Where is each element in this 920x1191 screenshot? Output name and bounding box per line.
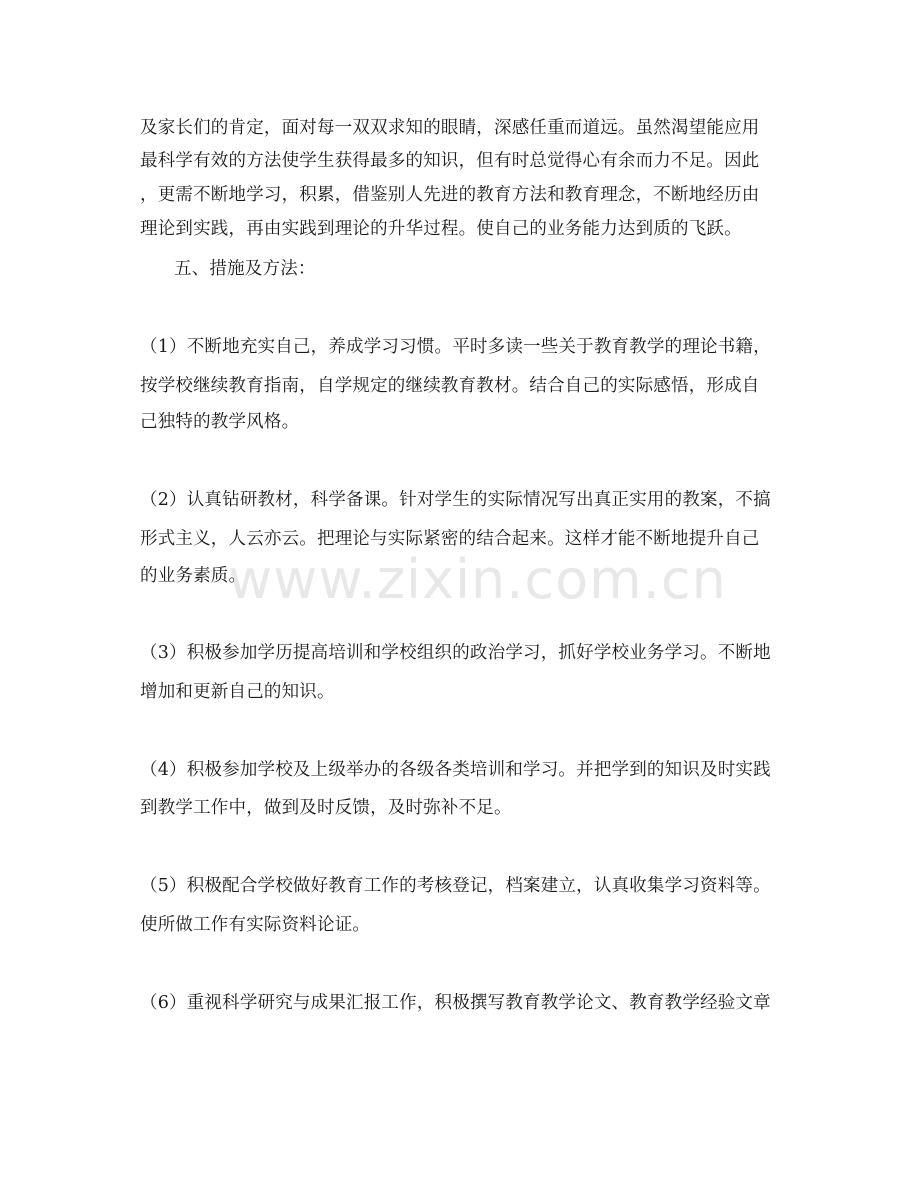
paragraph-line-3: ，更需不断地学习，积累，借鉴别人先进的教育方法和教育理念，不断地经历由 xyxy=(140,185,760,205)
item-1-line-1: （1）不断地充实自己，养成学习习惯。平时多读一些关于教育教学的理论书籍， xyxy=(140,337,771,357)
paragraph-line-1: 及家长们的肯定，面对每一双双求知的眼睛，深感任重而道远。虽然渴望能应用 xyxy=(140,118,760,138)
item-4-line-2: 到教学工作中，做到及时反馈，及时弥补不足。 xyxy=(140,798,512,818)
item-3-line-1: （3）积极参加学历提高培训和学校组织的政治学习，抓好学校业务学习。不断地 xyxy=(140,643,771,663)
section-heading: 五、措施及方法： xyxy=(174,259,316,279)
item-1-line-3: 己独特的教学风格。 xyxy=(140,412,300,432)
item-4-line-1: （4）积极参加学校及上级举办的各级各类培训和学习。并把学到的知识及时实践 xyxy=(140,760,771,780)
watermark: www.zixin.com.cn xyxy=(228,548,727,611)
paragraph-line-2: 最科学有效的方法使学生获得最多的知识，但有时总觉得心有余而力不足。因此 xyxy=(140,151,760,171)
item-6-line-1: （6）重视科学研究与成果汇报工作，积极撰写教育教学论文、教育教学经验文章 xyxy=(140,993,771,1013)
item-3-line-2: 增加和更新自己的知识。 xyxy=(140,682,335,702)
item-2-line-2: 形式主义，人云亦云。把理论与实际紧密的结合起来。这样才能不断地提升自己 xyxy=(140,529,760,549)
item-2-line-1: （2）认真钻研教材，科学备课。针对学生的实际情况写出真正实用的教案，不搞 xyxy=(140,490,771,510)
item-1-line-2: 按学校继续教育指南，自学规定的继续教育教材。结合自己的实际感悟，形成自 xyxy=(140,376,760,396)
item-5-line-1: （5）积极配合学校做好教育工作的考核登记，档案建立，认真收集学习资料等。 xyxy=(140,876,771,896)
item-2-line-3: 的业务素质。 xyxy=(140,566,247,586)
item-5-line-2: 使所做工作有实际资料论证。 xyxy=(140,915,371,935)
paragraph-line-4: 理论到实践，再由实践到理论的升华过程。使自己的业务能力达到质的飞跃。 xyxy=(140,219,742,239)
